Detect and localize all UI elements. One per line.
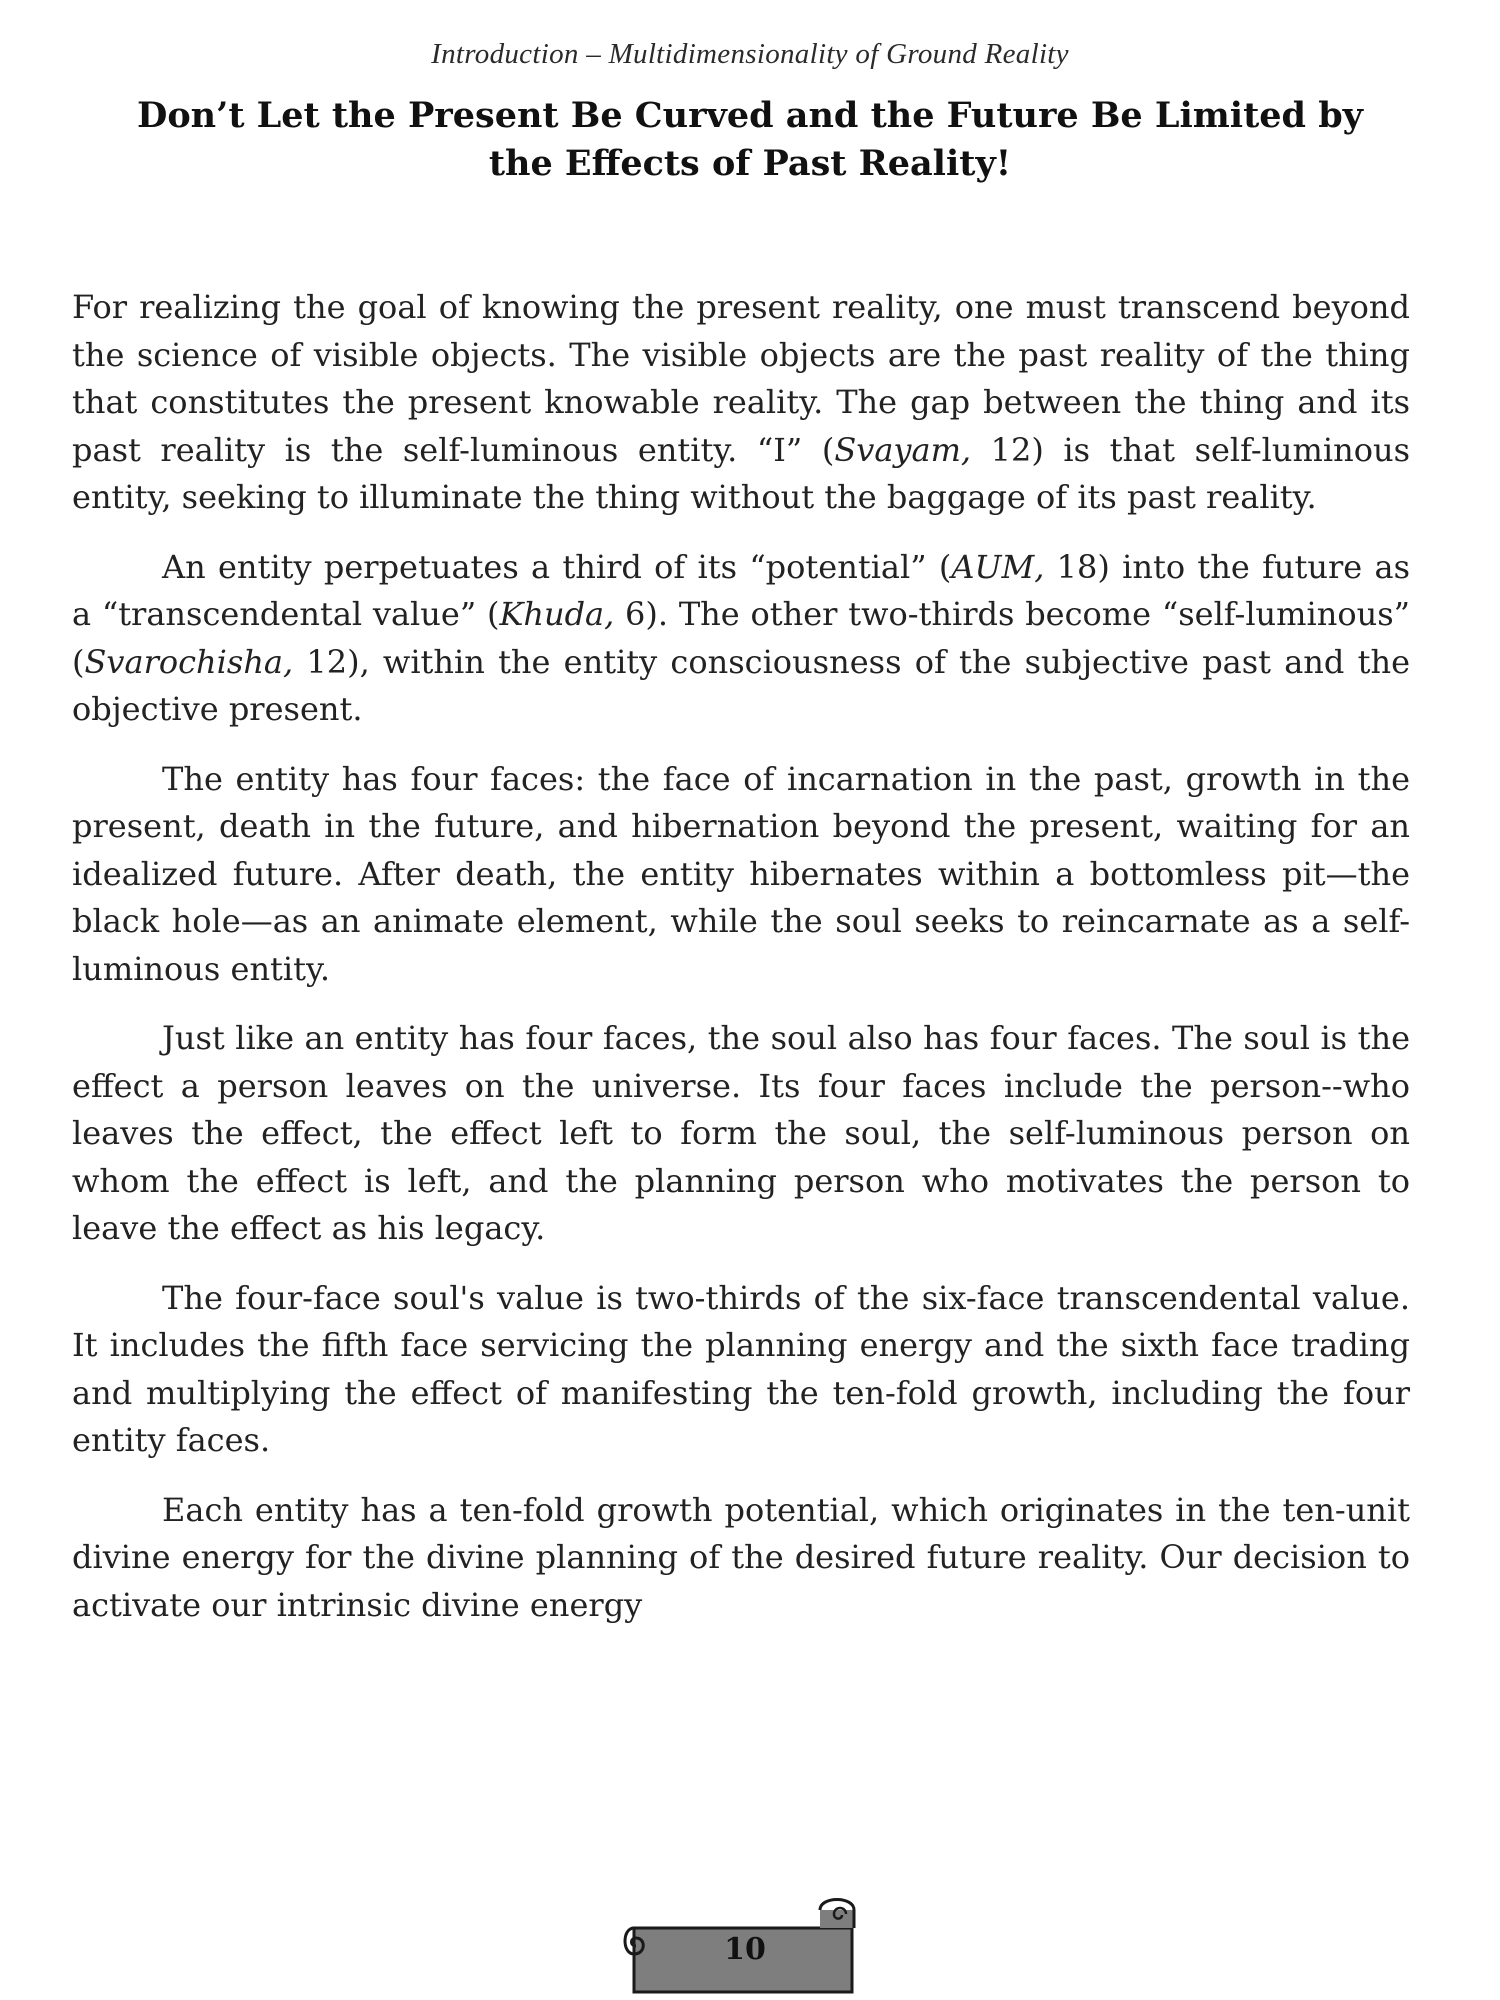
chapter-title-line-1: Don’t Let the Present Be Curved and the Future Be Limited by (136, 95, 1364, 136)
paragraph-6: Each entity has a ten-fold growth potential, which originates in the ten-unit divine energy for the divine planning of the desired future reality. Our decision to activate our intrinsic divine energy (72, 1490, 1410, 1624)
page-number: 10 (724, 1932, 766, 1967)
paragraph-2: An entity perpetuates a third of its “potential” (AUM, 18) into the future as a “transcendental value” (Khuda, 6). The other two-thirds become “self-luminous” (Svarochisha, 12), within the entity consciousness of the subjective past and the objective present. (72, 547, 1411, 728)
paragraph-3: The entity has four faces: the face of incarnation in the past, growth in the present, death in the future, and hibernation beyond the present, waiting for an idealized future. After death, the entity hibernates within a bottomless pit—the black hole—as an animate element, while the soul seeks to reincarnate as a self-luminous entity. (72, 759, 1410, 988)
page-number-scroll (620, 1888, 870, 1996)
body-text (72, 284, 1410, 1651)
chapter-title-line-2: the Effects of Past Reality! (488, 143, 1012, 184)
running-header: Introduction – Multidimensionality of Ground Reality (431, 38, 1069, 70)
chapter-title (70, 92, 1430, 188)
paragraph-1: For realizing the goal of knowing the present reality, one must transcend beyond the science of visible objects. The visible objects are the past reality of the thing that constitutes the present knowable reality. The gap between the thing and its past reality is the self-luminous entity. “I” (Svayam, 12) is that self-luminous entity, seeking to illuminate the thing without the baggage of its past reality. (72, 288, 1411, 516)
paragraph-5: The four-face soul's value is two-thirds of the six-face transcendental value. It includes the fifth face servicing the planning energy and the sixth face trading and multiplying the effect of manifesting the ten-fold growth, including the four entity faces. (72, 1278, 1410, 1459)
paragraph-4: Just like an entity has four faces, the soul also has four faces. The soul is the effect a person leaves on the universe. Its four faces include the person--who leaves the effect, the effect left to form the soul, the self-luminous person on whom the effect is left, and the planning person who motivates the person to leave the effect as his legacy. (72, 1019, 1410, 1247)
